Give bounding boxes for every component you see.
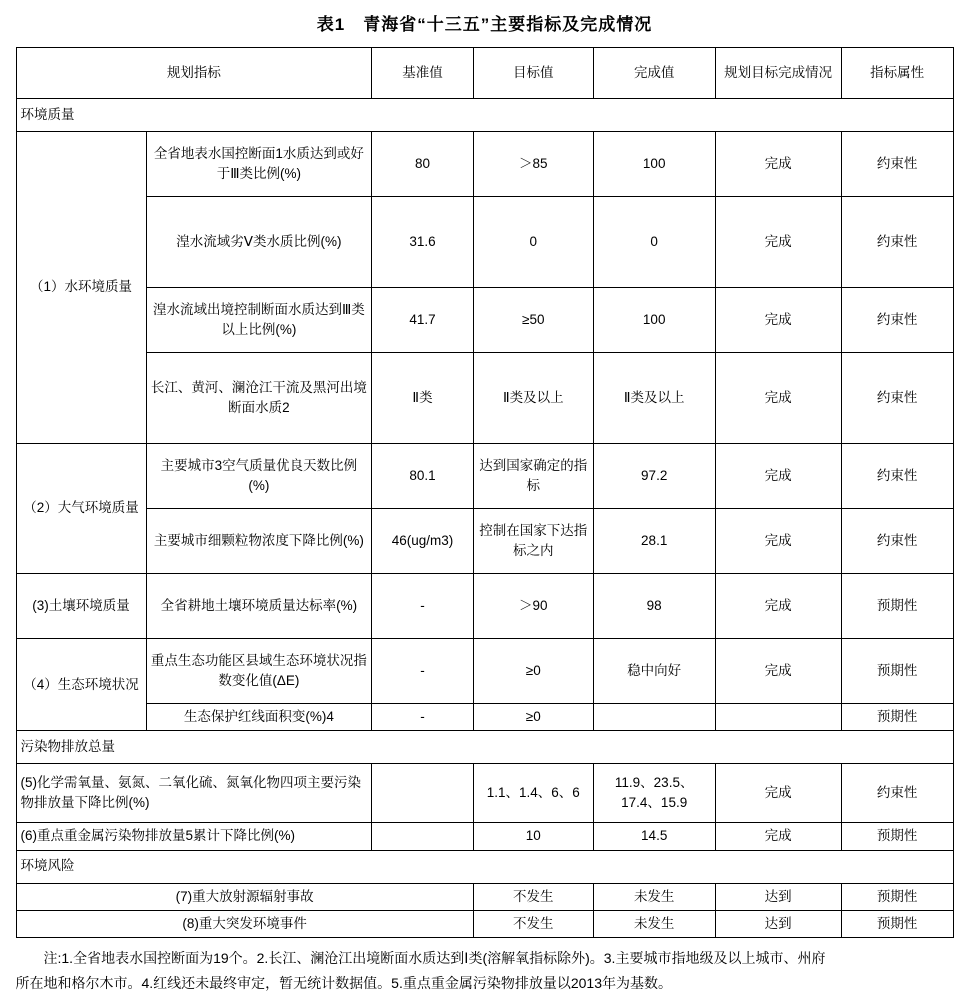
attribute-value: 约束性 bbox=[841, 197, 953, 288]
attribute-value: 预期性 bbox=[841, 704, 953, 731]
target-value: 10 bbox=[473, 823, 593, 850]
target-value: ≥50 bbox=[473, 288, 593, 353]
target-value: 达到国家确定的指标 bbox=[473, 444, 593, 509]
actual-value: Ⅱ类及以上 bbox=[593, 353, 715, 444]
target-value: 不发生 bbox=[473, 883, 593, 910]
table-row bbox=[16, 132, 953, 197]
indicator-name: 生态保护红线面积变(%)4 bbox=[146, 704, 372, 731]
baseline-value: - bbox=[372, 574, 474, 639]
footnote-line-1: 注:1.全省地表水国控断面为19个。2.长江、澜沧江出境断面水质达到Ⅰ类(溶解氧指标除外)。3.主要城市指地级及以上城市、州府 bbox=[43, 950, 826, 966]
category-water-quality: （1）水环境质量 bbox=[16, 132, 146, 444]
table-row bbox=[16, 197, 953, 288]
header-status: 规划目标完成情况 bbox=[715, 48, 841, 99]
page-title: 表1 青海省“十三五”主要指标及完成情况 bbox=[316, 15, 653, 34]
baseline-value: - bbox=[372, 639, 474, 704]
attribute-value: 约束性 bbox=[841, 509, 953, 574]
actual-value: 100 bbox=[593, 132, 715, 197]
target-value: ＞90 bbox=[473, 574, 593, 639]
baseline-value bbox=[372, 823, 474, 850]
attribute-value: 约束性 bbox=[841, 288, 953, 353]
attribute-value: 约束性 bbox=[841, 132, 953, 197]
category-eco-status: （4）生态环境状况 bbox=[16, 639, 146, 731]
table-header-row bbox=[16, 48, 953, 99]
indicator-name: 主要城市细颗粒物浓度下降比例(%) bbox=[146, 509, 372, 574]
actual-value: 未发生 bbox=[593, 910, 715, 937]
actual-value: 11.9、23.5、17.4、15.9 bbox=[593, 764, 715, 823]
actual-value: 100 bbox=[593, 288, 715, 353]
baseline-value: - bbox=[372, 704, 474, 731]
header-indicator: 规划指标 bbox=[16, 48, 372, 99]
status-value: 完成 bbox=[715, 639, 841, 704]
actual-value: 0 bbox=[593, 197, 715, 288]
table-row bbox=[16, 353, 953, 444]
table-row bbox=[16, 639, 953, 704]
indicator-name: (5)化学需氧量、氨氮、二氧化硫、氮氧化物四项主要污染物排放量下降比例(%) bbox=[16, 764, 372, 823]
target-value: 1.1、1.4、6、6 bbox=[473, 764, 593, 823]
actual-value: 28.1 bbox=[593, 509, 715, 574]
baseline-value: 80 bbox=[372, 132, 474, 197]
indicator-name: 湟水流域出境控制断面水质达到Ⅲ类以上比例(%) bbox=[146, 288, 372, 353]
section-label: 环境质量 bbox=[16, 99, 953, 132]
section-label: 环境风险 bbox=[16, 850, 953, 883]
header-target: 目标值 bbox=[473, 48, 593, 99]
category-air-quality: （2）大气环境质量 bbox=[16, 444, 146, 574]
target-value: 0 bbox=[473, 197, 593, 288]
indicator-name: 重点生态功能区县域生态环境状况指数变化值(ΔE) bbox=[146, 639, 372, 704]
status-value: 完成 bbox=[715, 353, 841, 444]
status-value: 达到 bbox=[715, 910, 841, 937]
baseline-value: 46(ug/m3) bbox=[372, 509, 474, 574]
section-label: 污染物排放总量 bbox=[16, 731, 953, 764]
attribute-value: 约束性 bbox=[841, 444, 953, 509]
table-row bbox=[16, 823, 953, 850]
indicator-name: 湟水流域劣Ⅴ类水质比例(%) bbox=[146, 197, 372, 288]
target-value: ＞85 bbox=[473, 132, 593, 197]
attribute-value: 预期性 bbox=[841, 639, 953, 704]
indicator-name: 长江、黄河、澜沧江干流及黑河出境断面水质2 bbox=[146, 353, 372, 444]
indicators-table bbox=[16, 47, 954, 938]
status-value: 完成 bbox=[715, 288, 841, 353]
status-value: 完成 bbox=[715, 823, 841, 850]
table-row bbox=[16, 444, 953, 509]
footnote-line-2: 所在地和格尔木市。4.红线还未最终审定，暂无统计数据值。5.重点重金属污染物排放量以2013年为基数。 bbox=[15, 975, 672, 992]
indicator-name: (7)重大放射源辐射事故 bbox=[16, 883, 473, 910]
section-row-environmental-risk bbox=[16, 850, 953, 883]
target-value: 不发生 bbox=[473, 910, 593, 937]
indicator-name: 全省耕地土壤环境质量达标率(%) bbox=[146, 574, 372, 639]
indicator-name: (6)重点重金属污染物排放量5累计下降比例(%) bbox=[16, 823, 372, 850]
target-value: Ⅱ类及以上 bbox=[473, 353, 593, 444]
table-row bbox=[16, 883, 953, 910]
baseline-value bbox=[372, 764, 474, 823]
indicator-name: 主要城市3空气质量优良天数比例(%) bbox=[146, 444, 372, 509]
table-row bbox=[16, 509, 953, 574]
status-value: 完成 bbox=[715, 574, 841, 639]
table-row bbox=[16, 704, 953, 731]
actual-value: 14.5 bbox=[593, 823, 715, 850]
section-row-environment-quality bbox=[16, 99, 953, 132]
baseline-value: 80.1 bbox=[372, 444, 474, 509]
status-value: 完成 bbox=[715, 197, 841, 288]
status-value: 完成 bbox=[715, 132, 841, 197]
target-value: 控制在国家下达指标之内 bbox=[473, 509, 593, 574]
table-row bbox=[16, 288, 953, 353]
attribute-value: 约束性 bbox=[841, 353, 953, 444]
target-value: ≥0 bbox=[473, 704, 593, 731]
actual-value: 稳中向好 bbox=[593, 639, 715, 704]
status-value: 完成 bbox=[715, 444, 841, 509]
actual-value: 98 bbox=[593, 574, 715, 639]
table-row bbox=[16, 574, 953, 639]
indicator-name: 全省地表水国控断面1水质达到或好于Ⅲ类比例(%) bbox=[146, 132, 372, 197]
actual-value: 未发生 bbox=[593, 883, 715, 910]
attribute-value: 预期性 bbox=[841, 574, 953, 639]
header-baseline: 基准值 bbox=[372, 48, 474, 99]
actual-value: 97.2 bbox=[593, 444, 715, 509]
status-value: 完成 bbox=[715, 764, 841, 823]
table-row bbox=[16, 764, 953, 823]
section-row-pollutant-emission bbox=[16, 731, 953, 764]
baseline-value: Ⅱ类 bbox=[372, 353, 474, 444]
status-value: 完成 bbox=[715, 509, 841, 574]
attribute-value: 预期性 bbox=[841, 910, 953, 937]
category-soil-quality: (3)土壤环境质量 bbox=[16, 574, 146, 639]
attribute-value: 预期性 bbox=[841, 823, 953, 850]
header-actual: 完成值 bbox=[593, 48, 715, 99]
table-row bbox=[16, 910, 953, 937]
target-value: ≥0 bbox=[473, 639, 593, 704]
header-attribute: 指标属性 bbox=[841, 48, 953, 99]
table-footnote bbox=[16, 938, 954, 996]
actual-value bbox=[593, 704, 715, 731]
indicator-name: (8)重大突发环境事件 bbox=[16, 910, 473, 937]
status-value: 达到 bbox=[715, 883, 841, 910]
status-value bbox=[715, 704, 841, 731]
baseline-value: 41.7 bbox=[372, 288, 474, 353]
attribute-value: 预期性 bbox=[841, 883, 953, 910]
baseline-value: 31.6 bbox=[372, 197, 474, 288]
attribute-value: 约束性 bbox=[841, 764, 953, 823]
